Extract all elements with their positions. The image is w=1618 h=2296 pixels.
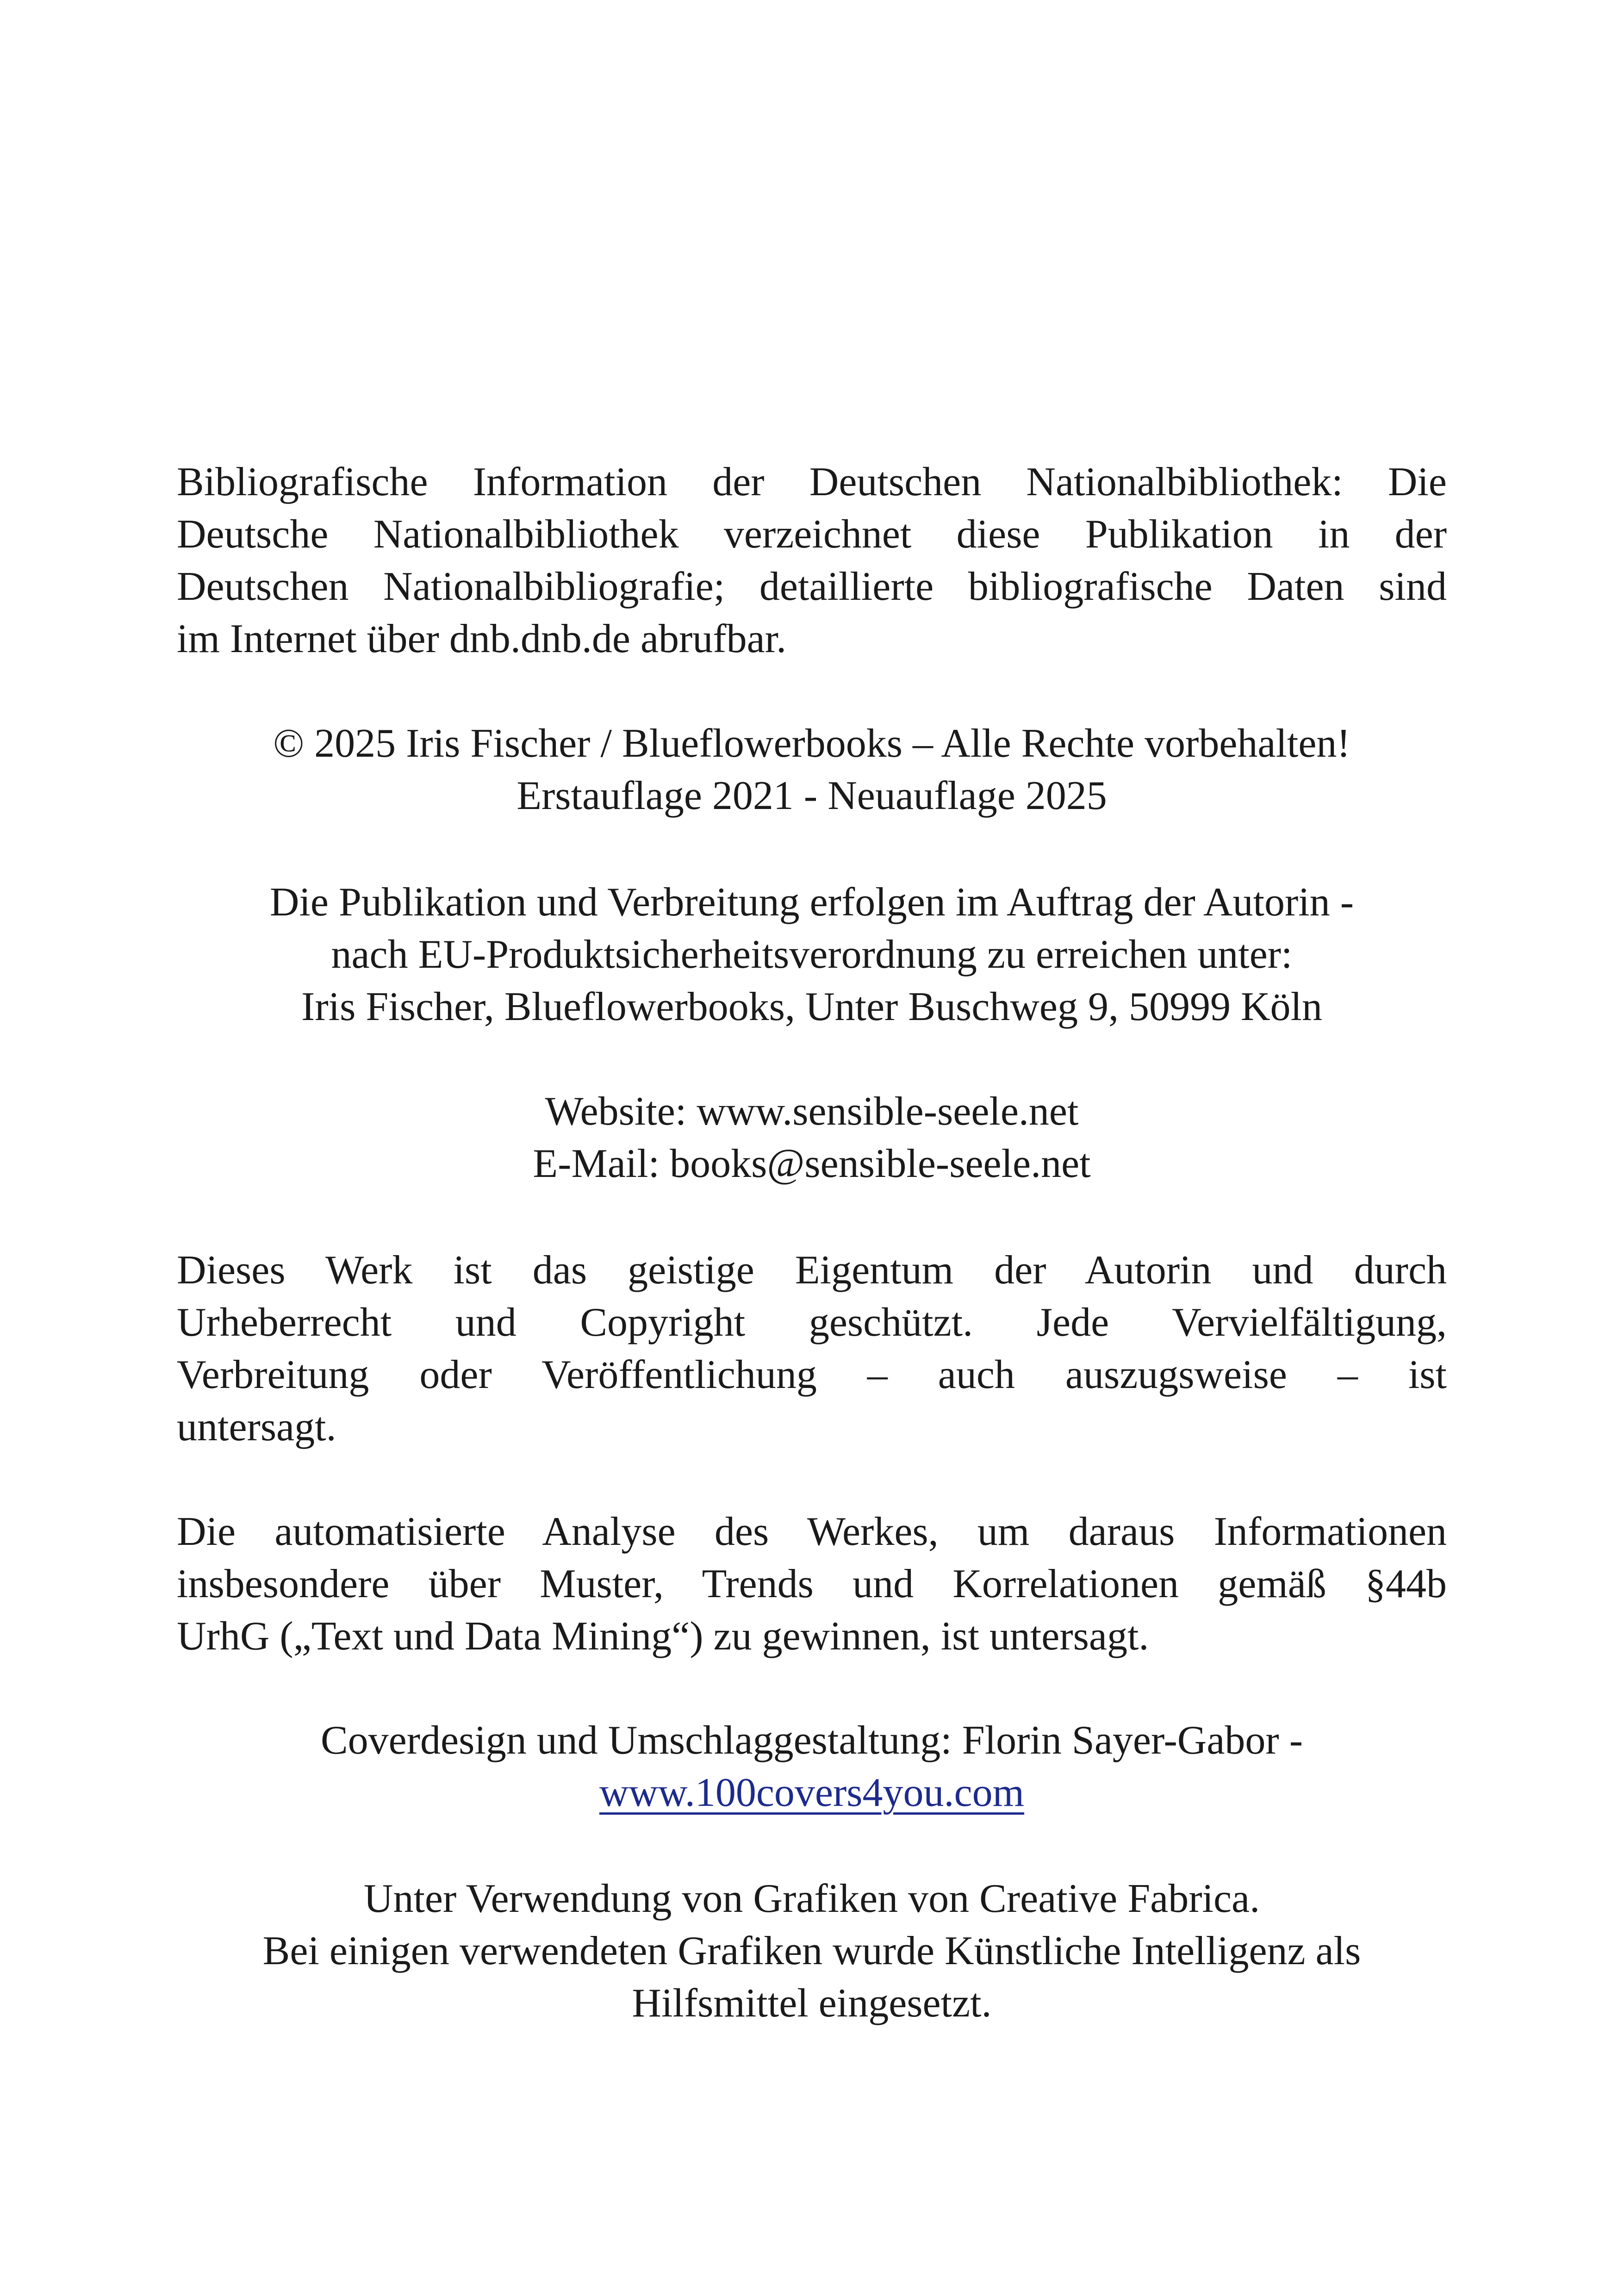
text-data-mining-paragraph xyxy=(177,1506,1447,1662)
graphics-line: Unter Verwendung von Grafiken von Creative Fabrica. xyxy=(363,1876,1260,1921)
cover-link-line xyxy=(177,1767,1447,1819)
ip-line: Verbreitung oder Veröffentlichung – auch auszugsweise – ist xyxy=(177,1352,1447,1397)
intellectual-property-paragraph xyxy=(177,1244,1447,1453)
bibliographic-line: Deutschen Nationalbibliografie; detaillierte bibliografische Daten sind xyxy=(177,564,1447,609)
graphics-credit-block xyxy=(177,1873,1447,2029)
bibliographic-line: im Internet über dnb.dnb.de abrufbar. xyxy=(177,616,787,661)
ip-line: Urheberrecht und Copyright geschützt. Jede Vervielfältigung, xyxy=(177,1300,1447,1345)
copyright-notice: © 2025 Iris Fischer / Blueflowerbooks – Alle Rechte vorbehalten! xyxy=(273,721,1350,766)
tdm-line: Die automatisierte Analyse des Werkes, um daraus Informationen xyxy=(177,1509,1447,1554)
bibliographic-line: Deutsche Nationalbibliothek verzeichnet diese Publikation in der xyxy=(177,512,1447,557)
email-line: E-Mail: books@sensible-seele.net xyxy=(533,1141,1091,1186)
bibliographic-info-paragraph xyxy=(177,456,1447,665)
publisher-address: Iris Fischer, Blueflowerbooks, Unter Buschweg 9, 50999 Köln xyxy=(301,984,1322,1029)
graphics-line: Hilfsmittel eingesetzt. xyxy=(632,1981,992,2026)
cover-credit-block xyxy=(177,1714,1447,1819)
contact-block xyxy=(177,1085,1447,1190)
publication-block xyxy=(177,876,1447,1033)
publication-line: Die Publikation und Verbreitung erfolgen im Auftrag der Autorin - xyxy=(269,880,1354,925)
tdm-line: insbesondere über Muster, Trends und Korrelationen gemäß §44b xyxy=(177,1562,1447,1606)
copyright-block xyxy=(177,717,1447,822)
website-line: Website: www.sensible-seele.net xyxy=(545,1089,1079,1134)
graphics-line: Bei einigen verwendeten Grafiken wurde Künstliche Intelligenz als xyxy=(262,1929,1361,1973)
ip-line: Dieses Werk ist das geistige Eigentum der Autorin und durch xyxy=(177,1248,1447,1293)
tdm-line: UrhG („Text und Data Mining“) zu gewinnen, ist untersagt. xyxy=(177,1614,1149,1659)
cover-designer-link[interactable]: www.100covers4you.com xyxy=(599,1770,1025,1815)
publication-line: nach EU-Produktsicherheitsverordnung zu erreichen unter: xyxy=(331,932,1293,977)
ip-line: untersagt. xyxy=(177,1405,336,1450)
edition-info: Erstauflage 2021 - Neuauflage 2025 xyxy=(517,773,1107,818)
bibliographic-line: Bibliografische Information der Deutschen Nationalbibliothek: Die xyxy=(177,460,1447,504)
cover-credit: Coverdesign und Umschlaggestaltung: Florin Sayer-Gabor - xyxy=(320,1718,1303,1763)
